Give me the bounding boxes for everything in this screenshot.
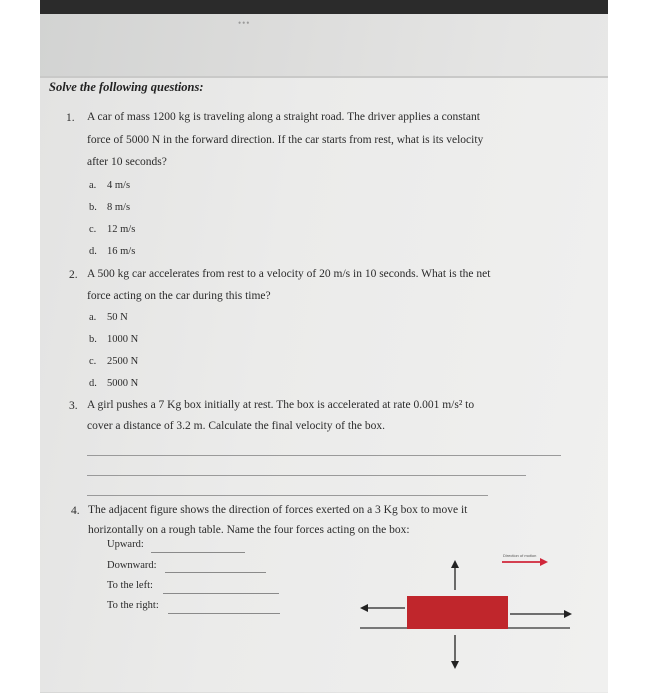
question-1-option-b[interactable]: b. 8 m/s [89, 202, 131, 213]
worksheet-heading: Solve the following questions: [49, 80, 204, 94]
question-1-option-a[interactable]: a. 4 m/s [89, 180, 131, 191]
page-dots: ••• [238, 18, 251, 28]
question-1-option-c[interactable]: c. 12 m/s [89, 224, 136, 235]
box [407, 596, 508, 629]
question-4-line-2: horizontally on a rough table. Name the four forces acting on the box: [88, 524, 410, 536]
blank-label-left: To the left: [107, 580, 153, 591]
question-2-option-a[interactable]: a. 50 N [89, 312, 128, 323]
question-1-number: 1. [66, 112, 75, 124]
question-4-line-1: The adjacent figure shows the direction of forces exerted on a 3 Kg box to move it [88, 504, 468, 516]
question-2-option-c[interactable]: c. 2500 N [89, 356, 139, 367]
question-4-number: 4. [71, 505, 80, 517]
question-1-line-2: force of 5000 N in the forward direction. If the car starts from rest, what is its velocity [87, 134, 484, 146]
question-1-line-1: A car of mass 1200 kg is traveling along a straight road. The driver applies a constant [87, 111, 480, 123]
question-3-number: 3. [69, 400, 78, 412]
question-2-number: 2. [69, 269, 78, 281]
blank-label-downward: Downward: [107, 560, 157, 571]
question-2-line-1: A 500 kg car accelerates from rest to a velocity of 20 m/s in 10 seconds. What is the net [87, 268, 491, 280]
question-2-option-d[interactable]: d. 5000 N [89, 378, 139, 389]
question-1-option-d[interactable]: d. 16 m/s [89, 246, 136, 257]
question-2-option-b[interactable]: b. 1000 N [89, 334, 139, 345]
question-2-line-2: force acting on the car during this time? [87, 290, 271, 302]
question-3-line-2: cover a distance of 3.2 m. Calculate the final velocity of the box. [87, 420, 385, 432]
blank-label-upward: Upward: [107, 539, 144, 550]
blank-label-right: To the right: [107, 600, 159, 611]
question-3-line-1: A girl pushes a 7 Kg box initially at rest. The box is accelerated at rate 0.001 m/s² to [87, 399, 475, 411]
question-1-line-3: after 10 seconds? [87, 156, 167, 168]
motion-direction-caption: Direction of motion [503, 553, 537, 558]
